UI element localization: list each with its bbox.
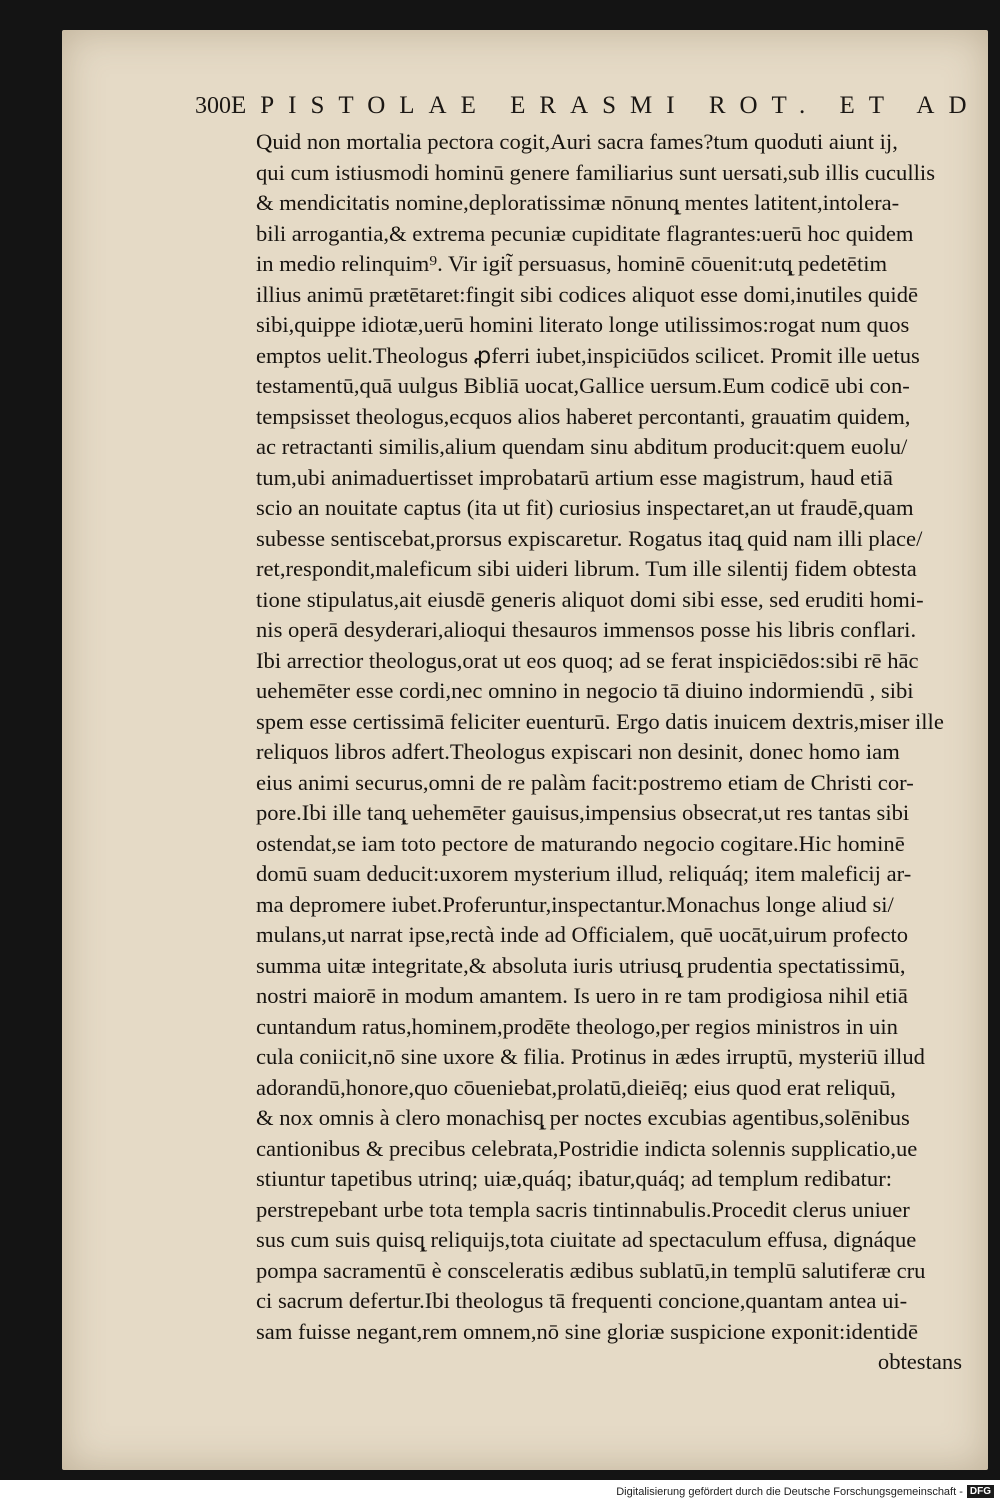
text-line: ci sacrum defertur.Ibi theologus tā frequenti concione,quantam antea ui- (256, 1288, 908, 1313)
text-line: nis operā desyderari,alioqui thesauros immensos posse his libris conflari. (256, 617, 917, 642)
text-line: eius animi securus,omni de re palàm facit:postremo etiam de Christi cor- (256, 769, 914, 795)
text-line: in medio relinquim⁹. Vir igit̃ persuasus, hominē cōuenit:utq̨ pedetētim (256, 251, 888, 276)
text-line: tempsisset theologus,ecquos alios haberet percontanti, grauatim quidem, (256, 403, 911, 429)
text-line: Quid non mortalia pectora cogit,Auri sacra fames?tum quoduti aiunt ij, (256, 129, 898, 154)
text-line: testamentū,quā uulgus Bibliā uocat,Gallice uersum.Eum codicē ubi con- (256, 373, 910, 398)
text-line: ac retractanti similis,alium quendam sinu abditum producit:quem euolu/ (256, 434, 908, 459)
dfg-logo: DFG (967, 1485, 994, 1498)
text-line: cuntandum ratus,hominem,prodēte theologo,per regios ministros in uin (256, 1013, 898, 1039)
running-title: EPISTOLAE ERASMI ROT. ET AD (231, 92, 981, 119)
text-line: uehemēter esse cordi,nec omnino in negocio tā diuino indormiendū , sibi (256, 678, 914, 703)
body-text (256, 127, 968, 1378)
text-line: emptos uelit.Theologus ꝓferri iubet,inspiciūdos scilicet. Promit ille uetus (256, 342, 920, 368)
text-line: pompa sacramentū è consceleratis ædibus sublatū,in templū salutiferæ cru (256, 1257, 926, 1283)
text-line: qui cum istiusmodi hominū genere familiarius sunt uersati,sub illis cucullis (256, 159, 935, 185)
text-line: summa uitæ integritate,& absoluta iuris utriusq̨ prudentia spectatissimū, (256, 952, 906, 978)
text-line: subesse sentiscebat,prorsus expiscaretur. Rogatus itaq̨ quid nam illi place/ (256, 525, 923, 551)
text-line: pore.Ibi ille tanq̨ uehemēter gauisus,impensius obsecrat,ut res tantas sibi (256, 800, 910, 825)
text-line: perstrepebant urbe tota templa sacris tintinnabulis.Procedit clerus uniuer (256, 1196, 910, 1222)
text-line: bili arrogantia,& extrema pecuniæ cupiditate flagrantes:uerū hoc quidem (256, 220, 914, 246)
text-line: stiuntur tapetibus utrinq; uiæ,quáq; ibatur,quáq; ad templum redibatur: (256, 1166, 893, 1191)
catchword: obtestans (877, 1349, 962, 1374)
text-line: sibi,quippe idiotæ,uerū homini literato longe utilissimos:rogat num quos (256, 312, 910, 337)
text-line: illius animū prætētaret:fingit sibi codices aliquot esse domi,inutiles quidē (256, 281, 919, 307)
text-line: nostri maiorē in modum amantem. Is uero in re tam prodigiosa nihil etiā (256, 983, 908, 1008)
text-line: tum,ubi animaduertisset improbatarū artium esse magistrum, haud etiā (256, 464, 893, 490)
page-number: 300 (195, 93, 231, 119)
text-line: ma depromere iubet.Proferuntur,inspectantur.Monachus longe aliud si/ (256, 891, 894, 917)
page-header (195, 92, 981, 120)
text-line: & nox omnis à clero monachisq̨ per noctes excubias agentibus,solēnibus (256, 1105, 910, 1130)
digitization-footer (0, 1480, 1000, 1503)
text-line: Ibi arrectior theologus,orat ut eos quoq; ad se ferat inspiciēdos:sibi rē hāc (256, 647, 919, 673)
text-line: cula coniicit,nō sine uxore & filia. Protinus in ædes irruptū, mysteriū illud (256, 1044, 925, 1069)
text-line: spem esse certissimā feliciter euenturū. Ergo datis inuicem dextris,miser ille (256, 708, 944, 734)
text-line: reliquos libros adfert.Theologus expiscari non desinit, donec homo iam (256, 739, 900, 764)
text-line: adorandū,honore,quo cōueniebat,prolatū,dieiēq; eius quod erat reliquū, (256, 1074, 896, 1100)
text-line: cantionibus & precibus celebrata,Postridie indicta solennis supplicatio,ue (256, 1135, 918, 1161)
text-line: ret,respondit,maleficum sibi uideri librum. Tum ille silentij fidem obtesta (256, 556, 917, 581)
text-line: mulans,ut narrat ipse,rectà inde ad Officialem, quē uocāt,uirum profecto (256, 922, 909, 947)
digitization-credit: Digitalisierung gefördert durch die Deutsche Forschungsgemeinschaft - (616, 1485, 963, 1498)
text-line: ostendat,se iam toto pectore de maturando negocio cogitare.Hic hominē (256, 830, 905, 856)
text-line: & mendicitatis nomine,deploratissimæ nōnunq̨ mentes latitent,intolera- (256, 190, 900, 215)
text-line: scio an nouitate captus (ita ut fit) curiosius inspectaret,an ut fraudē,quam (256, 495, 914, 520)
text-line: sus cum suis quisq̨ reliquijs,tota ciuitate ad spectaculum effusa, dignáque (256, 1227, 917, 1252)
text-line: tione stipulatus,ait eiusdē generis aliquot domi sibi esse, sed eruditi homi- (256, 586, 924, 612)
text-line: sam fuisse negant,rem omnem,nō sine gloriæ suspicione exponit:identidē (256, 1318, 919, 1344)
text-line: domū suam deducit:uxorem mysterium illud, reliquáq; item maleficij ar- (256, 861, 912, 886)
